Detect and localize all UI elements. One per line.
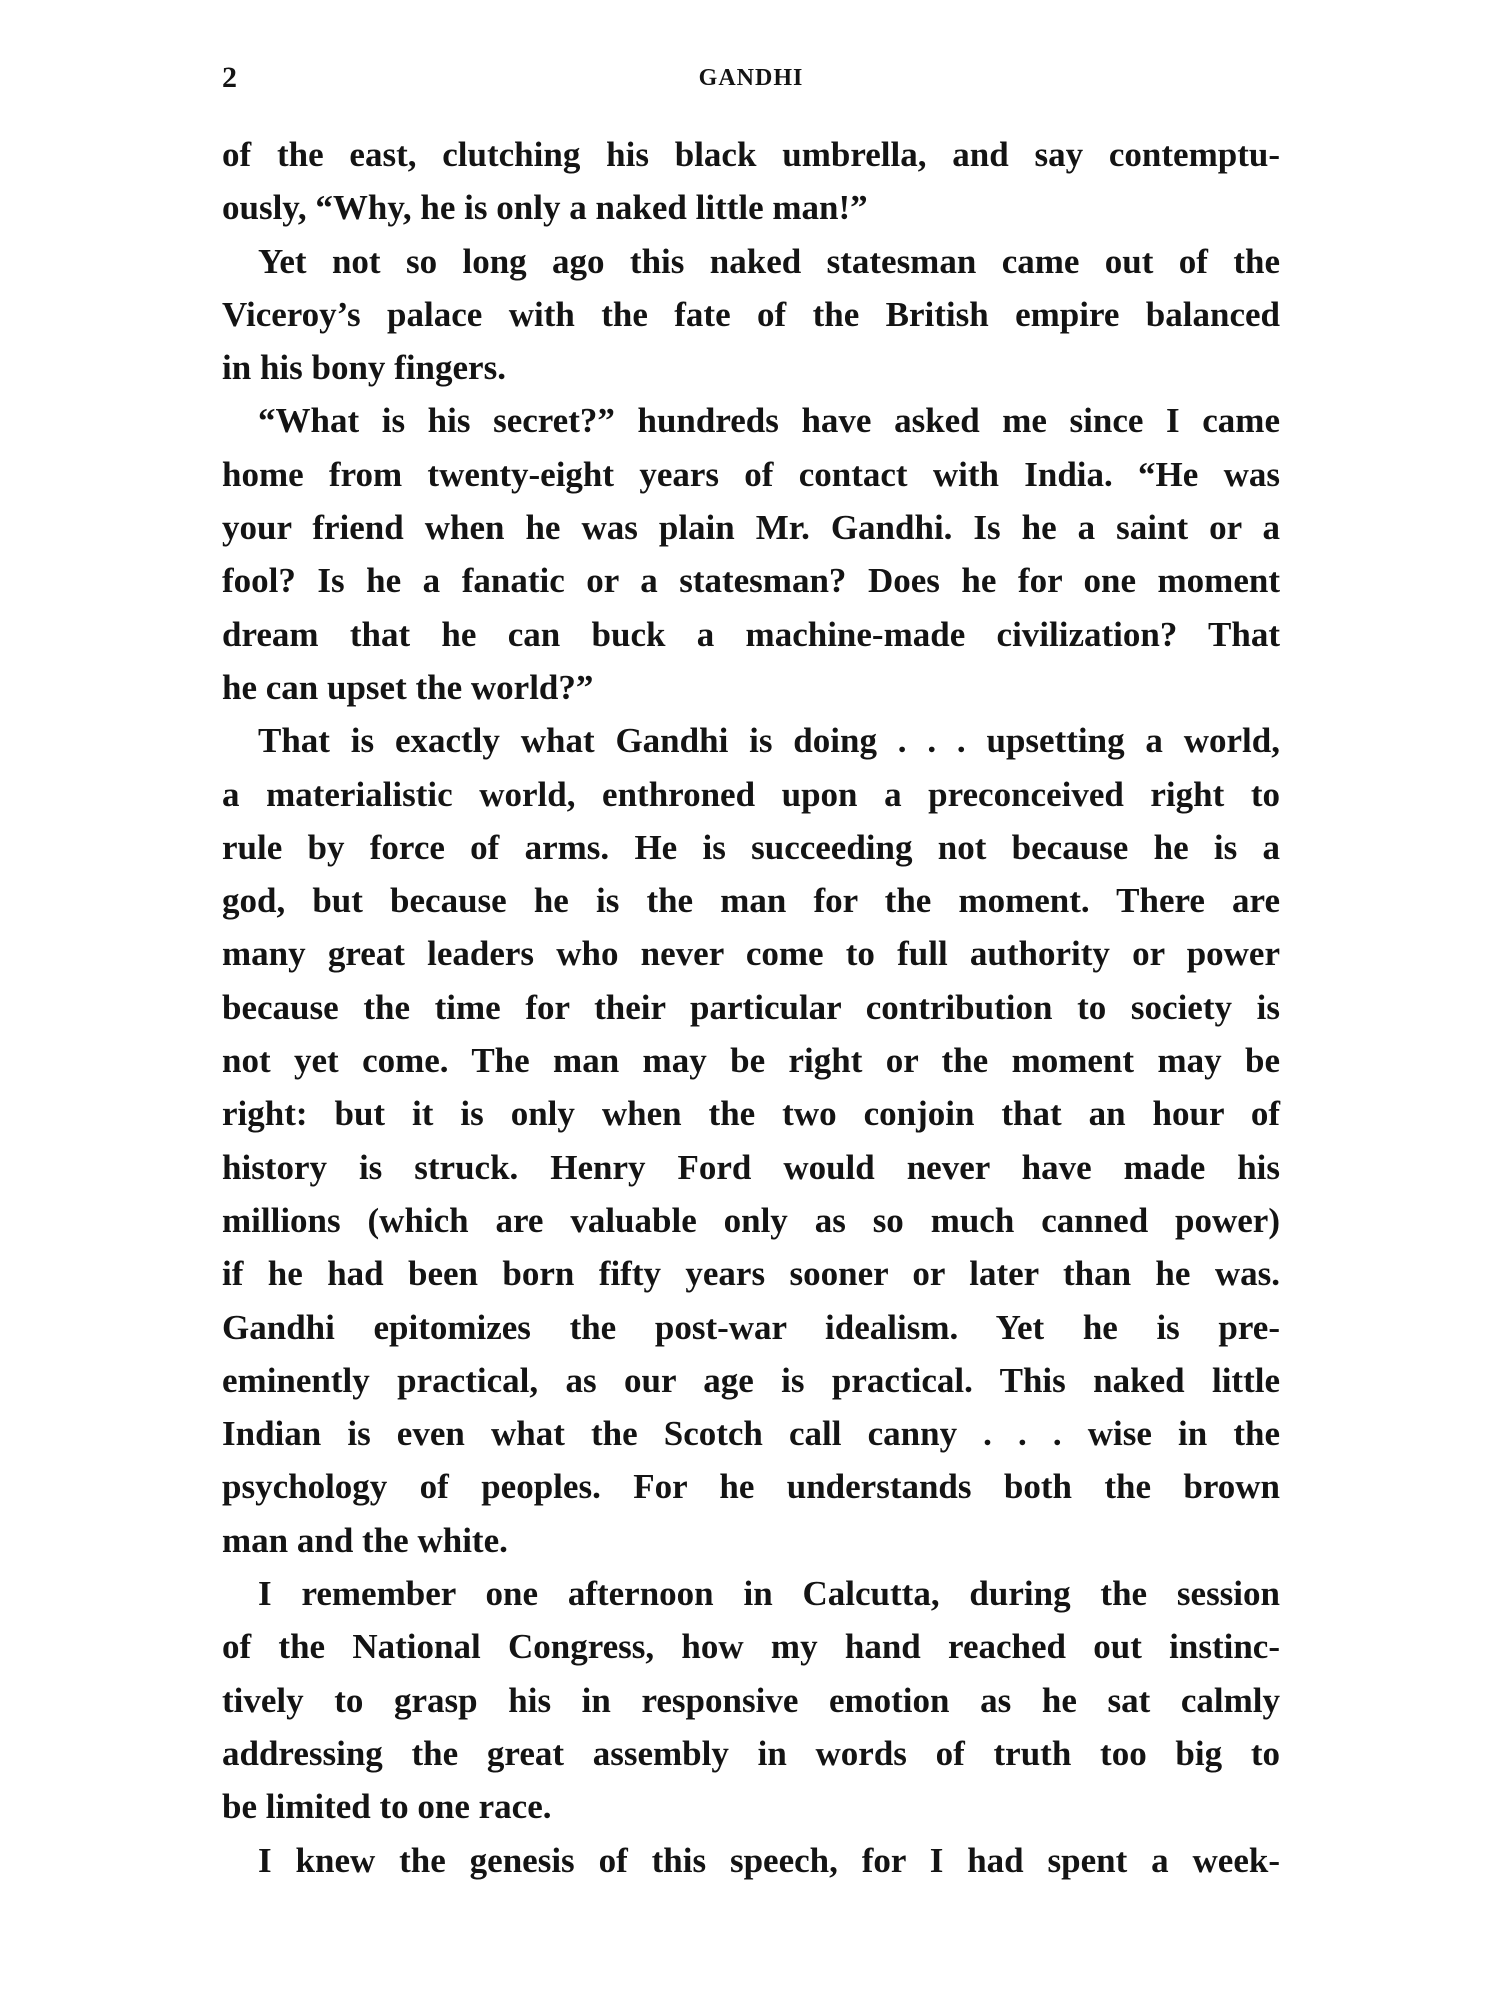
text-line: psychology of peoples. For he understands both the brown <box>222 1467 1280 1507</box>
paragraph <box>222 235 1280 395</box>
paragraph <box>222 714 1280 1567</box>
text-line: your friend when he was plain Mr. Gandhi. Is he a saint or a <box>222 508 1280 548</box>
paragraph <box>222 1834 1280 1887</box>
paragraph <box>222 394 1280 714</box>
text-line: he can upset the world?” <box>222 667 594 707</box>
text-line: god, but because he is the man for the moment. There are <box>222 881 1280 921</box>
text-line: a materialistic world, enthroned upon a preconceived right to <box>222 774 1280 814</box>
text-line: home from twenty-eight years of contact with India. “He was <box>222 454 1280 494</box>
text-line: right: but it is only when the two conjoin that an hour of <box>222 1094 1280 1134</box>
text-line: ously, “Why, he is only a naked little man!” <box>222 188 868 228</box>
text-line: dream that he can buck a machine-made civilization? That <box>222 614 1280 654</box>
running-title: GANDHI <box>698 65 804 91</box>
text-line: I remember one afternoon in Calcutta, during the session <box>258 1574 1280 1614</box>
text-line: “What is his secret?” hundreds have asked me since I came <box>258 401 1280 441</box>
text-line: Gandhi epitomizes the post-war idealism. Yet he is pre- <box>222 1307 1280 1347</box>
text-line: Yet not so long ago this naked statesman came out of the <box>258 241 1280 281</box>
text-line: tively to grasp his in responsive emotion as he sat calmly <box>222 1680 1280 1720</box>
text-line: addressing the great assembly in words of truth too big to <box>222 1733 1280 1773</box>
text-line: be limited to one race. <box>222 1787 552 1827</box>
text-line: I knew the genesis of this speech, for I had spent a week- <box>258 1840 1280 1880</box>
text-line: of the east, clutching his black umbrella, and say contemptu- <box>222 135 1280 174</box>
text-line: history is struck. Henry Ford would never have made his <box>222 1147 1280 1187</box>
text-line: if he had been born fifty years sooner or later than he was. <box>222 1254 1280 1294</box>
text-line: because the time for their particular contribution to society is <box>222 987 1280 1027</box>
running-head <box>222 58 1280 98</box>
text-line: fool? Is he a fanatic or a statesman? Does he for one moment <box>222 561 1280 601</box>
page-number: 2 <box>222 61 237 94</box>
text-line: Indian is even what the Scotch call canny . . . wise in the <box>222 1414 1280 1454</box>
text-line: man and the white. <box>222 1520 508 1560</box>
text-line: in his bony fingers. <box>222 348 506 388</box>
text-line: not yet come. The man may be right or the moment may be <box>222 1041 1280 1081</box>
text-line: of the National Congress, how my hand reached out instinc- <box>222 1627 1280 1667</box>
text-line: rule by force of arms. He is succeeding not because he is a <box>222 827 1280 867</box>
text-line: Viceroy’s palace with the fate of the British empire balanced <box>222 294 1280 334</box>
paragraph <box>222 128 1280 235</box>
text-line: That is exactly what Gandhi is doing . . . upsetting a world, <box>258 721 1280 761</box>
text-line: many great leaders who never come to full authority or power <box>222 934 1280 974</box>
paragraph <box>222 1567 1280 1833</box>
text-line: eminently practical, as our age is practical. This naked little <box>222 1360 1280 1400</box>
text-line: millions (which are valuable only as so much canned power) <box>222 1200 1280 1240</box>
body-text <box>222 128 1280 1887</box>
